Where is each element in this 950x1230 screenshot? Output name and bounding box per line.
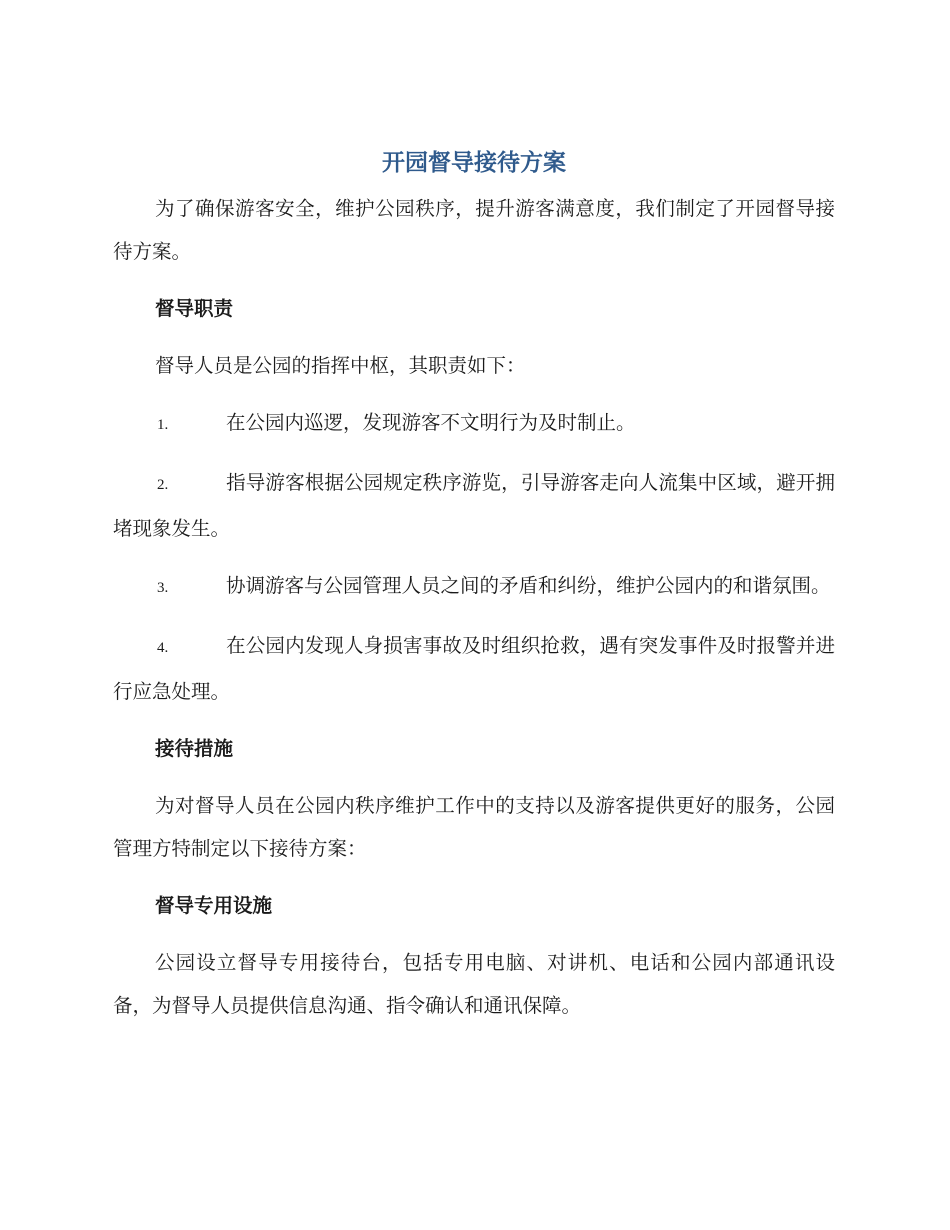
section-heading-duties: 督导职责 bbox=[155, 297, 234, 320]
section-heading-reception: 接待措施 bbox=[155, 737, 234, 760]
duties-lead-paragraph: 督导人员是公园的指挥中枢，其职责如下： bbox=[155, 354, 526, 377]
list-item-text: 协调游客与公园管理人员之间的矛盾和纠纷，维护公园内的和谐氛围。 bbox=[226, 574, 831, 597]
duty-item-2 bbox=[113, 461, 835, 550]
list-number: 2. bbox=[157, 477, 169, 493]
list-number: 4. bbox=[157, 640, 169, 656]
list-item-text: 在公园内巡逻，发现游客不文明行为及时制止。 bbox=[226, 411, 636, 434]
document-title: 开园督导接待方案 bbox=[382, 150, 566, 176]
list-number: 1. bbox=[157, 417, 169, 433]
duty-item-3 bbox=[113, 564, 835, 610]
reception-lead-paragraph: 为对督导人员在公园内秩序维护工作中的支持以及游客提供更好的服务，公园管理方特制定以下接待方案： bbox=[113, 794, 835, 860]
list-item-text: 在公园内发现人身损害事故及时组织抢救，遇有突发事件及时报警并进行应急处理。 bbox=[113, 634, 835, 703]
intro-paragraph: 为了确保游客安全，维护公园秩序，提升游客满意度，我们制定了开园督导接待方案。 bbox=[113, 197, 835, 263]
list-number: 3. bbox=[157, 580, 169, 596]
duty-item-4 bbox=[113, 624, 835, 713]
list-item-text: 指导游客根据公园规定秩序游览，引导游客走向人流集中区域，避开拥堵现象发生。 bbox=[113, 471, 835, 540]
facilities-paragraph: 公园设立督导专用接待台，包括专用电脑、对讲机、电话和公园内部通讯设备，为督导人员提供信息沟通、指令确认和通讯保障。 bbox=[113, 951, 835, 1017]
section-heading-facilities: 督导专用设施 bbox=[155, 894, 273, 917]
duty-item-1 bbox=[113, 401, 835, 447]
document-page bbox=[113, 145, 835, 1041]
